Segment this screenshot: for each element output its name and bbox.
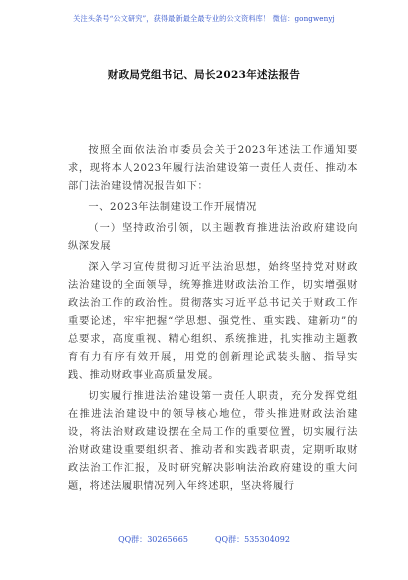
qq-group-label-2: QQ群： [215,535,245,544]
top-banner: 关注头条号“公文研究”，获得最新最全最专业的公文资料库！ 微信：gongwenyj [73,14,335,23]
body-paragraph: 深入学习宣传贯彻习近平法治思想，始终坚持党对财政法治建设的全面领导，统筹推进财政法治工作，切实增强财政法治工作的政治性。贯彻落实习近平总书记关于财政工作重要论述，牢牢把握“学思想、强党性、重实践、建新功”的总要求，高度重视、精心组织、系统推进，扎实推动主题教育有力有序有效开展，用党的创新理论武装头脑、指导实践、推动财政事业高质量发展。 [68,262,358,381]
intro-paragraph: 按照全面依法治市委员会关于2023年述法工作通知要求，现将本人2023年履行法治建设第一责任人责任、推动本部门法治建设情况报告如下： [68,145,358,192]
qq-group-number-1: 30265665 [147,535,188,544]
subsection-heading: （一）坚持政治引领，以主题教育推进法治政府建设向纵深发展 [68,223,358,252]
section-heading: 一、2023年法制建设工作开展情况 [88,202,257,213]
document-body [68,142,358,499]
qq-group-number-2: 535304092 [244,535,290,544]
body-paragraph: 切实履行推进法治建设第一责任人职责，充分发挥党组在推进法治建设中的领导核心地位，带头推进财政法治建设，将法治财政建设摆在全局工作的重要位置，切实履行法治财政建设重要组织者、推动者和实践者职责，定期听取财政法治工作汇报，及时研究解决影响法治政府建设的重大问题，将述法履职情况列入年终述职，坚决将履行 [68,391,358,492]
footer [0,534,408,545]
document-title: 财政局党组书记、局长2023年述法报告 [107,69,301,81]
qq-group-label-1: QQ群： [118,535,148,544]
